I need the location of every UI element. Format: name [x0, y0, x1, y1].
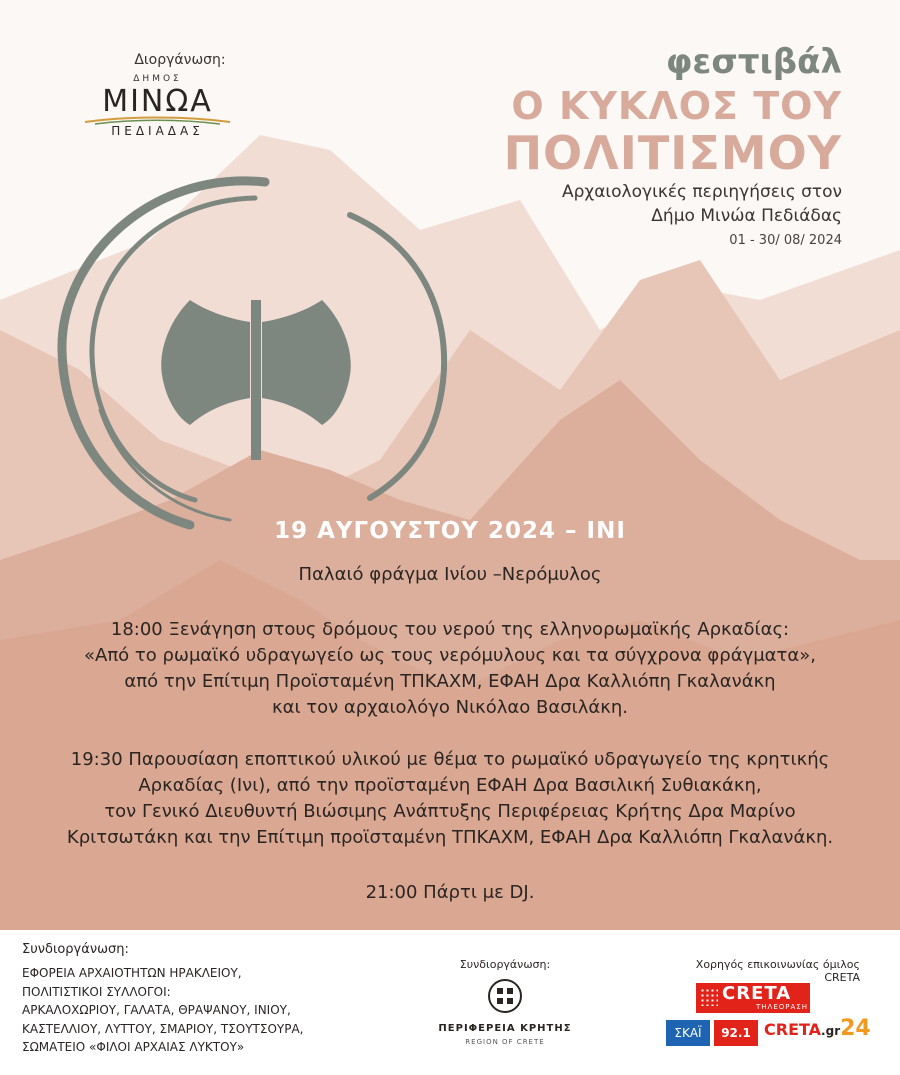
coorganizer-list	[22, 964, 304, 1057]
event-item-2-line: τον Γενικό Διευθυντή Βιώσιμης Ανάπτυξης Περιφέρειας Κρήτης Δρα Μαρίνο	[104, 801, 796, 822]
event-headline: 19 ΑΥΓΟΥΣΤΟΥ 2024 – ΙΝΙ	[274, 518, 626, 544]
event-item-2-line: Αρκαδίας (Ινι), από την προϊσταμένη ΕΦΑΗ Δρα Βασιλική Συθιακάκη,	[138, 775, 762, 796]
festival-subtitle-line1: Αρχαιολογικές περιηγήσεις στον	[561, 182, 842, 202]
sponsor-label: Χορηγός επικοινωνίας όμιλος CRETA	[695, 958, 860, 984]
creta-tv-logo	[696, 983, 810, 1013]
festival-subtitle-line2: Δήμο Μινώα Πεδιάδας	[651, 206, 842, 226]
event-venue: Παλαιό φράγμα Ινίου –Νερόμυλος	[298, 564, 602, 585]
coorganizer-line: ΚΑΣΤΕΛΛΙΟΥ, ΛΥΤΤΟΥ, ΣΜΑΡΙΟΥ, ΤΣΟΥΤΣΟΥΡΑ,	[22, 1021, 304, 1036]
event-item-1-line: 18:00 Ξενάγηση στους δρόμους του νερού της ελληνορωμαϊκής Αρκαδίας:	[110, 619, 790, 640]
coorganizer-line: ΑΡΚΑΛΟΧΩΡΙΟΥ, ΓΑΛΑΤΑ, ΘΡΑΨΑΝΟΥ, ΙΝΙΟΥ,	[22, 1003, 291, 1017]
region-emblem-icon	[470, 978, 540, 1014]
creta-tv-label: ΤΗΛΕΟΡΑΣΗ	[756, 1003, 808, 1011]
coorganizer-line: ΕΦΟΡΕΙΑ ΑΡΧΑΙΟΤΗΤΩΝ ΗΡΑΚΛΕΙΟΥ,	[22, 966, 242, 980]
coorganizer-line: ΣΩΜΑΤΕΙΟ «ΦΙΛΟΙ ΑΡΧΑΙΑΣ ΛΥΚΤΟΥ»	[22, 1040, 245, 1054]
event-item-2	[20, 747, 880, 851]
event-item-3: 21:00 Πάρτι με DJ.	[365, 882, 535, 903]
coorganizer-label: Συνδιοργάνωση:	[22, 942, 129, 957]
logo-bottom-text: ΠΕΔΙΑΔΑΣ	[111, 124, 204, 138]
event-item-2-line: 19:30 Παρουσίαση εποπτικού υλικού με θέμα το ρωμαϊκό υδραγωγείο της κρητικής	[70, 749, 830, 770]
coorganizer-line: ΠΟΛΙΤΙΣΤΙΚΟΙ ΣΥΛΛΟΓΟΙ:	[22, 984, 171, 999]
event-item-1-line: «Από το ρωμαϊκό υδραγωγείο ως τους νερόμυλους και τα σύγχρονα φράγματα»,	[84, 645, 816, 666]
creta-name: CRETA	[722, 983, 792, 1004]
skai-logo: ΣΚΑΪ	[666, 1020, 710, 1046]
event-item-1-line: από την Επίτιμη Προϊσταμένη ΤΠΚΑΧΜ, ΕΦΑΗ Δρα Καλλιόπη Γκαλανάκη	[124, 671, 776, 692]
creta24-number: 24	[840, 1016, 871, 1041]
festival-kicker: φεστιβάλ	[665, 42, 842, 82]
creta24-logo	[764, 1016, 871, 1041]
event-item-2-line: Κριτσωτάκη και την Επίτιμη προϊσταμένη ΤΠΚΑΧΜ, ΕΦΑΗ Δρα Καλλιόπη Γκαλανάκη.	[66, 827, 834, 848]
logo-main-text: ΜΙΝΩΑ	[102, 84, 213, 119]
organizer-label: Διοργάνωση:	[134, 52, 226, 68]
festival-title-line2: ΠΟΛΙΤΙΣΜΟΥ	[503, 126, 842, 180]
creta24-gr: .gr	[821, 1024, 841, 1038]
festival-dates: 01 - 30/ 08/ 2024	[729, 233, 842, 248]
creta24-main: CRETA	[764, 1020, 822, 1039]
region-name: ΠΕΡΙΦΕΡΕΙΑ ΚΡΗΤΗΣ	[438, 1023, 572, 1034]
region-subtitle: REGION OF CRETE	[465, 1038, 545, 1046]
municipality-logo	[80, 74, 235, 144]
coorganizer2-label: Συνδιοργάνωση:	[459, 958, 551, 971]
creta-dots-icon	[700, 988, 718, 1006]
logo-top-text: ΔΗΜΟΣ	[133, 74, 182, 84]
radio-logo: 92.1	[714, 1020, 758, 1046]
event-item-1-line: και τον αρχαιολόγο Νικόλαο Βασιλάκη.	[271, 697, 629, 718]
festival-title-line1: Ο ΚΥΚΛΟΣ ΤΟΥ	[511, 84, 842, 128]
event-item-1	[20, 617, 880, 721]
